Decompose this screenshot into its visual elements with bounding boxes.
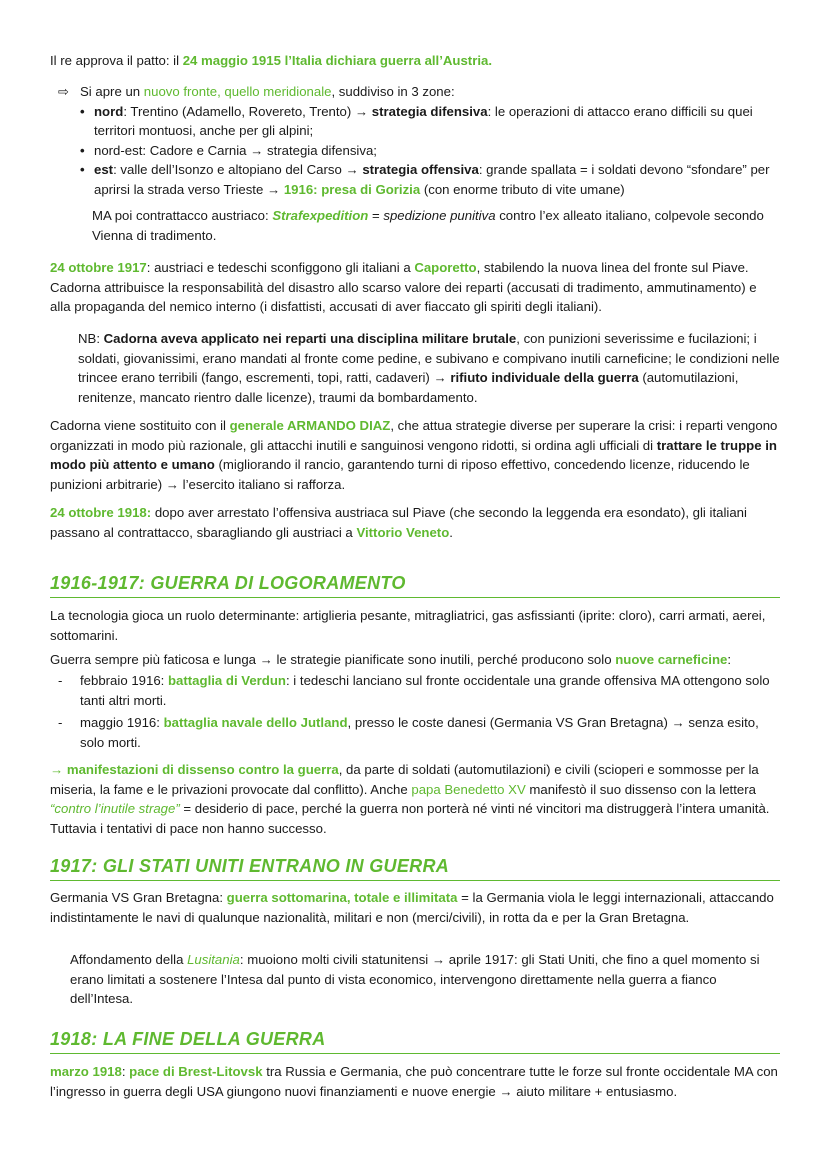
nb-paragraph: NB: Cadorna aveva applicato nei reparti una disciplina militare brutale, con punizioni severissime e fucilazioni; i soldati, giovanissimi, erano mandati al fronte come pedine, e subivano e compivano inutili carneficine; le condizioni nelle trincee erano terribili (fango, escrementi, topi, ratti, cadaveri) → rifiuto individuale della guerra (automutilazioni, renitenze, mancato rientro dalle licenze), traumi da bombardamento. — [78, 331, 780, 405]
vittorio-veneto-paragraph: 24 ottobre 1918: dopo aver arrestato l’offensiva austriaca sul Piave (che secondo la leggenda era esondato), gli italiani passano al contrattacco, sbaragliando gli austriaci a Vittorio Veneto. — [50, 505, 747, 540]
brest-litovsk-paragraph: marzo 1918: pace di Brest-Litovsk tra Russia e Germania, che può concentrare tutte le forze sul fronte occidentale MA con l’ingresso in guerra degli USA giungono nuovi finanziamenti e nuove energie → aiuto militare + entusiasmo. — [50, 1064, 778, 1099]
intro-text: Il re approva il patto: il — [50, 53, 183, 68]
tecnologia-paragraph: La tecnologia gioca un ruolo determinante: artiglieria pesante, mitragliatrici, gas asfissianti (iprite: cloro), carri armati, aerei, sottomarini. — [50, 608, 766, 643]
fronte-block — [58, 82, 780, 199]
list-item: - febbraio 1916: battaglia di Verdun: i tedeschi lanciano sul fronte occidentale una grande offensiva MA ottengono solo tanti altri morti. — [58, 671, 780, 710]
list-item: • est: valle dell’Isonzo e altopiano del Carso → strategia offensiva: grande spallata = i soldati devono “sfondare” per aprirsi la strada verso Trieste → 1916: presa di Gorizia (con enorme tributo di vite umane) — [80, 160, 780, 199]
lusitania-paragraph: Affondamento della Lusitania: muoiono molti civili statunitensi → aprile 1917: gli Stati Uniti, che fino a quel momento si erano limitati a sostenere l’Intesa dal punto di vista economico, intervengono direttamente nella guerra a fianco dell’Intesa. — [70, 952, 760, 1006]
section-heading: 1916-1917: GUERRA DI LOGORAMENTO — [50, 574, 780, 598]
caporetto-paragraph: 24 ottobre 1917: austriaci e tedeschi sconfiggono gli italiani a Caporetto, stabilendo la nuova linea del fronte sul Piave. Cadorna attribuisce la responsabilità del disastro allo scarso valore dei reparti (accusati di tradimento, ammutinamento) e alla propaganda del nemico interno (i disfattisti, accusati di aver fiaccato gli spiriti degli italiani). — [50, 260, 757, 314]
list-item: • nord-est: Cadore e Carnia → strategia difensiva; — [80, 141, 780, 161]
battles-list — [58, 671, 780, 755]
zone-list — [58, 102, 780, 200]
logoramento-paragraph: Guerra sempre più faticosa e lunga → le strategie pianificate sono inutili, perché producono solo nuove carneficine: — [50, 652, 732, 667]
strafexpedition-paragraph: MA poi contrattacco austriaco: Strafexpedition = spedizione punitiva contro l’ex alleato italiano, colpevole secondo Vienna di tradimento. — [92, 208, 764, 243]
section-heading: 1917: GLI STATI UNITI ENTRANO IN GUERRA — [50, 857, 780, 881]
list-item: - maggio 1916: battaglia navale dello Jutland, presso le coste danesi (Germania VS Gran Bretagna) → senza esito, solo morti. — [58, 713, 780, 752]
list-item: • nord: Trentino (Adamello, Rovereto, Trento) → strategia difensiva: le operazioni di attacco erano difficili su quei territori montuosi, anche per gli alpini; — [80, 102, 780, 141]
intro-highlight: 24 maggio 1915 l’Italia dichiara guerra all’Austria. — [182, 53, 492, 68]
arrow-right-outline-icon: ⇨ — [58, 84, 69, 99]
fronte-intro: Si apre un nuovo fronte, quello meridionale, suddiviso in 3 zone: — [80, 84, 455, 99]
section-heading: 1918: LA FINE DELLA GUERRA — [50, 1030, 780, 1054]
gorizia-highlight: 1916: presa di Gorizia — [283, 181, 421, 197]
diaz-paragraph: Cadorna viene sostituito con il generale ARMANDO DIAZ, che attua strategie diverse per superare la crisi: i reparti vengono organizzati in modo più razionale, gli attacchi inutili e sanguinosi vengono ridotti, si ordina agli ufficiali di trattare le truppe in modo più attento e umano (migliorando il rancio, garantendo turni di riposo effettivo, concedendo licenze, riducendo le punizioni arbitrarie) → l’esercito italiano si rafforza. — [50, 418, 778, 492]
intro-paragraph — [50, 51, 780, 71]
fronte-highlight: nuovo fronte, quello meridionale — [143, 84, 332, 99]
sottomarina-paragraph: Germania VS Gran Bretagna: guerra sottomarina, totale e illimitata = la Germania viola le leggi internazionali, attaccando indistintamente le navi di qualunque nazionalità, militari e non (merci/civili), in rotta da e per la Gran Bretagna. — [50, 890, 774, 925]
dissenso-paragraph: → manifestazioni di dissenso contro la guerra, da parte di soldati (automutilazioni) e civili (scioperi e sommosse per la miseria, la fame e le privazioni provocate dal conflitto). Anche papa Benedetto XV manifestò il suo dissenso con la lettera “contro l’inutile strage” = desiderio di pace, perché la guerra non porterà né vinti né vincitori ma distruggerà l’intera umanità. Tuttavia i tentativi di pace non hanno successo. — [50, 762, 770, 836]
